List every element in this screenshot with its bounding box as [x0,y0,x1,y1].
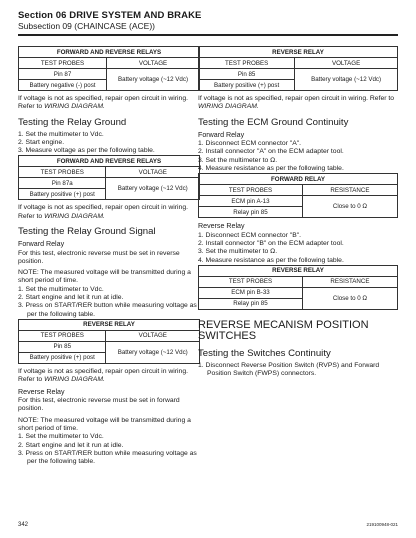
table-cell: Battery positive (+) post [19,352,106,363]
table-header: VOLTAGE [106,330,200,341]
table-cell: Pin 87a [19,178,106,189]
reverse-relay-table-left [18,319,200,364]
section-title: Section 06 DRIVE SYSTEM AND BRAKE [18,10,202,21]
subheading: Forward Relay [18,240,65,249]
page-number: 342 [18,522,29,528]
step: 2. Start engine. [18,138,65,146]
wiring-diagram-reference: WIRING DIAGRAM. [198,103,259,111]
document-code: 219100948-021 [366,522,398,527]
table-header: VOLTAGE [106,167,200,178]
heading: Testing the Switches Continuity [198,347,331,359]
subheading: Reverse Relay [198,222,245,231]
heading: Testing the Relay Ground [18,116,127,128]
paragraph: If voltage is not as specified, repair open circuit in wiring. Refer to WIRING DIAGRAM. [18,204,189,220]
right-column [198,46,398,379]
table-cell: Battery negative (-) post [19,80,107,91]
paragraph: For this test, electronic reverse must be set in reverse position. [18,249,180,265]
step: 3. Measure voltage as per the following table. [18,147,155,155]
table-cell: Battery positive (+) post [19,189,106,200]
step: 1. Set the multimeter to Vdc. [18,433,104,441]
table-header: TEST PROBES [19,58,107,69]
paragraph: If voltage is not as specified, repair open circuit in wiring. Refer to WIRING DIAGRAM. [18,367,189,384]
step: 3. Set the multimeter to Ω. [198,156,278,164]
heading: Testing the ECM Ground Continuity [198,116,349,128]
table-header: TEST PROBES [19,167,106,178]
paragraph: If voltage is not as specified, repair open circuit in wiring. Refer to WIRING DIAGRAM. [198,95,395,111]
paragraph: For this test, electronic reverse must be set in forward position. [18,397,180,413]
table-header: RESISTANCE [302,276,397,287]
step: 3. Set the multimeter to Ω. [198,248,278,256]
table-title: REVERSE RELAY [19,319,200,330]
table-cell: Battery voltage (~12 Vdc) [106,341,200,363]
step: 2. Install connector "A" on the ECM adapter tool. [198,148,344,156]
table-cell: Battery positive (+) post [199,80,295,91]
reverse-relay-table-right [198,46,398,91]
table-title: FORWARD RELAY [199,174,398,185]
step: 4. Measure resistance as per the following table. [198,164,344,172]
note: NOTE: The measured voltage will be transmitted during a short period of time. [18,416,191,432]
step: 1. Disconnect Reverse Position Switch (RVPS) and Forward Position Switch (FWPS) connectors. [198,361,380,378]
forward-reverse-relays-table-1 [18,46,200,91]
table-header: VOLTAGE [295,58,398,69]
table-cell: Relay pin 85 [199,298,303,309]
table-header: TEST PROBES [199,58,295,69]
table-header: VOLTAGE [107,58,200,69]
table-title: REVERSE RELAY [199,265,398,276]
step: 1. Disconnect ECM connector "B". [198,231,302,239]
page-header [18,10,201,31]
table-cell: Battery voltage (~12 Vdc) [295,69,398,91]
step: 2. Start engine and let it run at idle. [18,441,124,449]
step: 1. Set the multimeter to Vdc. [18,130,104,138]
reverse-relay-resistance-table [198,265,398,310]
wiring-diagram-reference: WIRING DIAGRAM. [44,212,105,220]
table-cell: Close to 0 Ω [302,287,397,309]
step: 1. Set the multimeter to Vdc. [18,285,104,293]
table-cell: ECM pin B-33 [199,287,303,298]
table-cell: ECM pin A-13 [199,196,303,207]
table-cell: Close to 0 Ω [302,196,397,218]
table-header: TEST PROBES [199,185,303,196]
step: 3. Press on START/RER button while measuring voltage as per the following table. [18,449,197,466]
step: 1. Disconnect ECM connector "A". [198,140,302,148]
subheading: Forward Relay [198,130,245,139]
table-cell: Battery voltage (~12 Vdc) [107,69,200,91]
table-cell: Relay pin 85 [199,207,303,218]
wiring-diagram-reference: WIRING DIAGRAM. [44,376,105,384]
paragraph: If voltage is not as specified, repair open circuit in wiring. Refer to WIRING DIAGRAM. [18,95,189,111]
step: 3. Press on START/RER button while measuring voltage as per the following table. [18,302,197,318]
table-title: REVERSE RELAY [199,47,398,58]
table-title: FORWARD AND REVERSE RELAYS [19,47,200,58]
table-cell: Battery voltage (~12 Vdc) [106,178,200,200]
step: 2. Install connector "B" on the ECM adapter tool. [198,240,344,248]
table-header: RESISTANCE [302,185,397,196]
wiring-diagram-reference: WIRING DIAGRAM. [44,103,105,111]
table-cell: Pin 85 [199,69,295,80]
heading: Testing the Relay Ground Signal [18,226,156,238]
table-cell: Pin 85 [19,341,106,352]
table-title: FORWARD AND REVERSE RELAYS [19,156,200,167]
forward-relay-resistance-table [198,173,398,218]
step: 4. Measure resistance as per the following table. [198,256,344,264]
forward-reverse-relays-table-2 [18,155,200,200]
major-heading: REVERSE MECANISM POSITION SWITCHES [198,318,369,343]
left-column [18,46,200,466]
subsection-title: Subsection 09 (CHAINCASE (ACE)) [18,21,155,31]
table-header: TEST PROBES [199,276,303,287]
header-rule [18,34,398,36]
note: NOTE: The measured voltage will be transmitted during a short period of time. [18,269,191,285]
table-header: TEST PROBES [19,330,106,341]
step: 2. Start engine and let it run at idle. [18,294,124,302]
subheading: Reverse Relay [18,387,65,396]
table-cell: Pin 87 [19,69,107,80]
